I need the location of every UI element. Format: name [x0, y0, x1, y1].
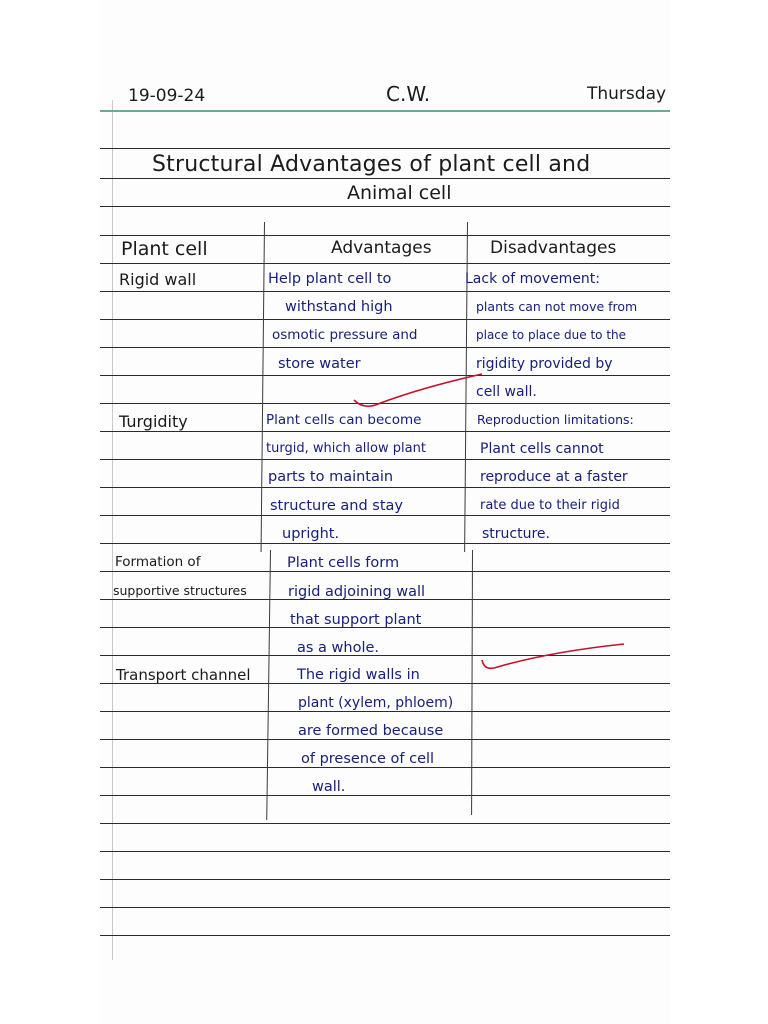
ruled-line	[100, 291, 670, 292]
ruled-line	[100, 235, 670, 236]
advantage-line: upright.	[282, 526, 340, 542]
ruled-line	[100, 148, 670, 149]
classwork-label: C.W.	[386, 82, 431, 106]
ruled-line	[100, 907, 670, 908]
disadvantage-line: reproduce at a faster	[480, 469, 628, 485]
advantage-line: wall.	[312, 779, 346, 795]
ruled-line	[100, 263, 670, 264]
disadvantage-line: cell wall.	[476, 384, 537, 400]
row-feature-turgidity: Turgidity	[119, 412, 188, 431]
ruled-line	[100, 206, 670, 207]
ruled-line	[100, 571, 670, 572]
advantage-line: Help plant cell to	[268, 271, 392, 287]
row-feature-formation: Formation of	[115, 554, 201, 570]
disadvantage-line: plants can not move from	[476, 299, 638, 314]
ruled-line	[100, 711, 670, 712]
ruled-line	[100, 543, 670, 544]
advantage-line: plant (xylem, phloem)	[298, 695, 454, 711]
advantage-line: as a whole.	[297, 640, 380, 656]
ruled-line	[100, 935, 670, 936]
advantage-line: Plant cells form	[287, 555, 400, 571]
ruled-line	[100, 319, 670, 320]
advantage-line: Plant cells can become	[266, 412, 422, 428]
advantage-line: osmotic pressure and	[272, 327, 418, 343]
date: 19-09-24	[128, 86, 206, 106]
ruled-line	[100, 487, 670, 488]
ruled-line	[100, 110, 670, 112]
check-tick-icon	[478, 638, 628, 678]
page-title-line-2: Animal cell	[347, 182, 452, 204]
page-title-line-1: Structural Advantages of plant cell and	[152, 152, 591, 177]
advantage-line: structure and stay	[270, 498, 404, 514]
margin-line	[112, 100, 113, 960]
row-feature-formation: supportive structures	[113, 583, 247, 598]
disadvantage-line: rigidity provided by	[476, 356, 613, 372]
ruled-line	[100, 851, 670, 852]
advantage-line: that support plant	[290, 612, 422, 628]
ruled-line	[100, 431, 670, 432]
ruled-line	[100, 795, 670, 796]
advantage-line: of presence of cell	[301, 751, 435, 767]
ruled-line	[100, 879, 670, 880]
disadvantage-line: Lack of movement:	[465, 271, 601, 287]
advantage-line: rigid adjoining wall	[288, 584, 426, 600]
column-header-advantages: Advantages	[331, 238, 432, 258]
ruled-line	[100, 459, 670, 460]
disadvantage-line: rate due to their rigid	[480, 498, 620, 513]
column-header-plant-cell: Plant cell	[121, 238, 208, 260]
advantage-line: parts to maintain	[268, 469, 394, 485]
row-feature-rigid-wall: Rigid wall	[119, 270, 197, 289]
disadvantage-line: structure.	[482, 526, 550, 542]
ruled-line	[100, 739, 670, 740]
advantage-line: are formed because	[298, 723, 444, 739]
ruled-line	[100, 823, 670, 824]
row-feature-transport-channel: Transport channel	[116, 666, 251, 684]
disadvantage-line: place to place due to the	[476, 328, 627, 342]
advantage-line: The rigid walls in	[297, 667, 420, 683]
disadvantage-line: Reproduction limitations:	[477, 412, 634, 427]
check-tick-icon	[350, 370, 490, 415]
ruled-line	[100, 347, 670, 348]
advantage-line: turgid, which allow plant	[266, 441, 426, 456]
disadvantage-line: Plant cells cannot	[480, 441, 604, 457]
day-label: Thursday	[587, 84, 667, 104]
ruled-line	[100, 178, 670, 179]
column-header-disadvantages: Disadvantages	[490, 238, 617, 258]
ruled-line	[100, 767, 670, 768]
advantage-line: store water	[278, 356, 361, 372]
ruled-line	[100, 515, 670, 516]
advantage-line: withstand high	[285, 299, 393, 315]
